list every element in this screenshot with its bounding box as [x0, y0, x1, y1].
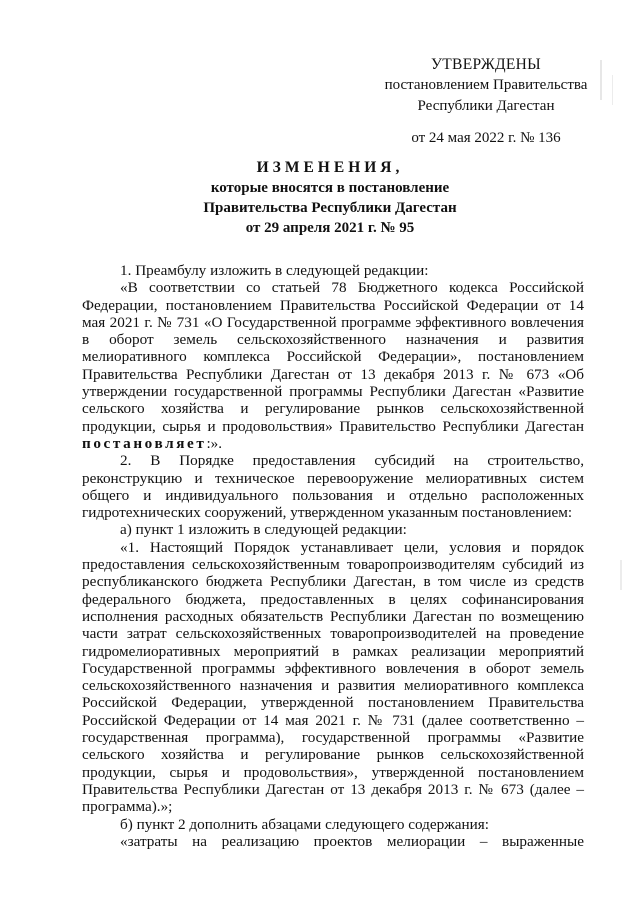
title-line-3: от 29 апреля 2021 г. № 95 — [245, 220, 415, 236]
paragraph-7: «затраты на реализацию проектов мелиорации – выраженные — [120, 832, 584, 850]
approval-date: от 24 мая 2022 г. № 136 — [411, 130, 561, 146]
approval-line-1: постановлением Правительства — [384, 77, 588, 93]
paragraph-6: б) пункт 2 дополнить абзацами следующего содержания: — [120, 815, 489, 833]
approval-line-2: Республики Дагестан — [417, 98, 555, 114]
scan-mark — [612, 75, 613, 105]
paragraph-2-end: :». — [206, 434, 223, 452]
scan-mark — [620, 560, 622, 590]
paragraph-1: 1. Преамбулу изложить в следующей редакции: — [120, 262, 429, 279]
document-body — [82, 262, 584, 850]
paragraph-4: а) пункт 1 изложить в следующей редакции: — [120, 521, 407, 539]
paragraph-3: 2. В Порядке предоставления субсидий на строительство, реконструкцию и техническое перевооружение мелиоративных систем общего и индивидуального пользования и отдельно расположенных гидротехнических сооружений, утвержденном указанным постановлением: — [82, 452, 584, 522]
approval-heading: УТВЕРЖДЕНЫ — [431, 56, 541, 73]
paragraph-2 — [82, 279, 584, 452]
paragraph-2-text: «В соответствии со статьей 78 Бюджетного кодекса Российской Федерации, постановлением Правительства Российской Федерации от 14 мая 2021 г. № 731 «О Государственной программе эффективного вовлечения в оборот земель сельскохозяйственного назначения и развития мелиоративного комплекса Российской Федерации», постановлением Правительства Республики Дагестан от 13 декабря 2013 г. № 673 «Об утверждении государственной программы Республики Дагестан «Развитие сельского хозяйства и регулирование рынков сельскохозяйственной продукции, сырья и продовольствия» Правительство Республики Дагестан — [82, 279, 584, 435]
title-line-1: которые вносятся в постановление — [210, 180, 450, 196]
title-main: ИЗМЕНЕНИЯ, — [256, 159, 404, 176]
approval-block — [376, 54, 596, 149]
scan-mark — [600, 60, 602, 100]
title-line-2: Правительства Республики Дагестан — [203, 200, 457, 216]
document-title — [150, 158, 510, 238]
paragraph-5: «1. Настоящий Порядок устанавливает цели, условия и порядок предоставления сельскохозяйственным товаропроизводителям субсидий из республиканского бюджета Республики Дагестан, в том числе из средств федерального бюджета, предоставленных в целях софинансирования исполнения расходных обязательств Республики Дагестан по возмещению части затрат сельскохозяйственных товаропроизводителей на проведение гидромелиоративных мероприятий в рамках реализации мероприятий Государственной программы эффективного вовлечения в оборот земель сельскохозяйственного назначения и развития мелиоративного комплекса Российской Федерации, утвержденной постановлением Правительства Российской Федерации от 14 мая 2021 г. № 731 (далее соответственно – государственная программа), государственной программы «Развитие сельского хозяйства и регулирование рынков сельскохозяйственной продукции, сырья и продовольствия», утвержденной постановлением Правительства Республики Дагестан от 13 декабря 2013 г. № 673 (далее – программа).»; — [82, 538, 584, 816]
decree-word: постановляет — [82, 434, 207, 452]
